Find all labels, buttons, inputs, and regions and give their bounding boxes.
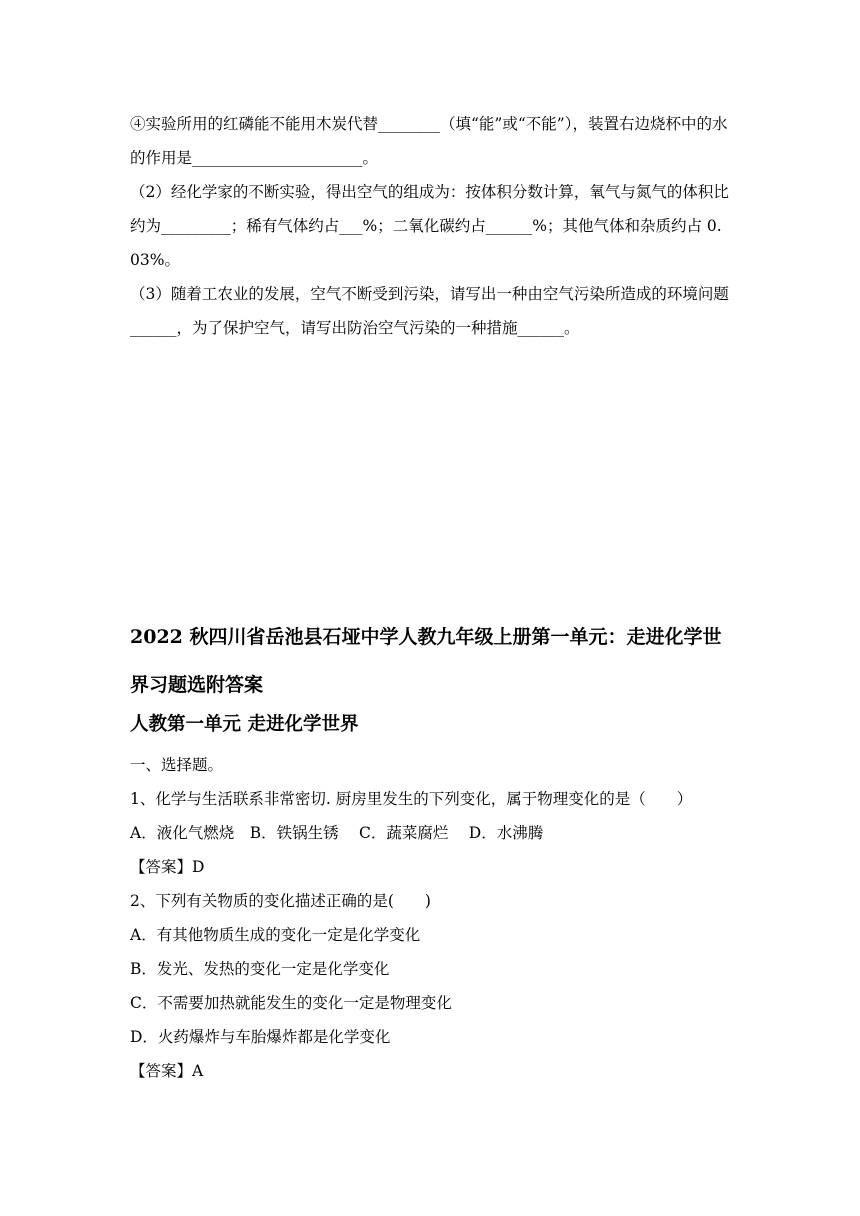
question-2-answer: 【答案】A — [130, 1062, 204, 1080]
question-1-options: A．液化气燃烧 B．铁锅生锈 C．蔬菜腐烂 D．水沸腾 — [130, 824, 544, 842]
previous-question-continuation — [130, 107, 730, 345]
paragraph-air-composition: （2）经化学家的不断实验，得出空气的组成为：按体积分数计算，氧气与氮气的体积比约为_________；稀有气体约占___%；二氧化碳约占______%；其他气体和杂质约占 0.03%。 — [130, 183, 729, 269]
question-2-option-a: A．有其他物质生成的变化一定是化学变化 — [130, 926, 421, 944]
question-2-stem: 2、下列有关物质的变化描述正确的是( ) — [130, 892, 431, 910]
question-2-option-d: D．火药爆炸与车胎爆炸都是化学变化 — [130, 1028, 391, 1046]
question-2-option-b: B．发光、发热的变化一定是化学变化 — [130, 960, 390, 978]
paragraph-red-phosphorus: ④实验所用的红磷能不能用木炭代替________（填“能”或“不能”），装置右边烧杯中的水的作用是______________________。 — [130, 115, 728, 167]
question-2-option-c: C．不需要加热就能发生的变化一定是物理变化 — [130, 994, 452, 1012]
unit-title: 人教第一单元 走进化学世界 — [130, 714, 359, 735]
document-title: 2022 秋四川省岳池县石垭中学人教九年级上册第一单元：走进化学世界习题选附答案 — [130, 626, 722, 696]
paragraph-air-pollution: （3）随着工农业的发展，空气不断受到污染，请写出一种由空气污染所造成的环境问题______，为了保护空气，请写出防治空气污染的一种措施______。 — [130, 285, 729, 337]
question-1-stem: 1、化学与生活联系非常密切. 厨房里发生的下列变化，属于物理变化的是（ ） — [130, 790, 693, 808]
question-list — [130, 748, 730, 1088]
question-1-answer: 【答案】D — [130, 858, 205, 876]
section-heading: 一、选择题。 — [130, 756, 224, 774]
